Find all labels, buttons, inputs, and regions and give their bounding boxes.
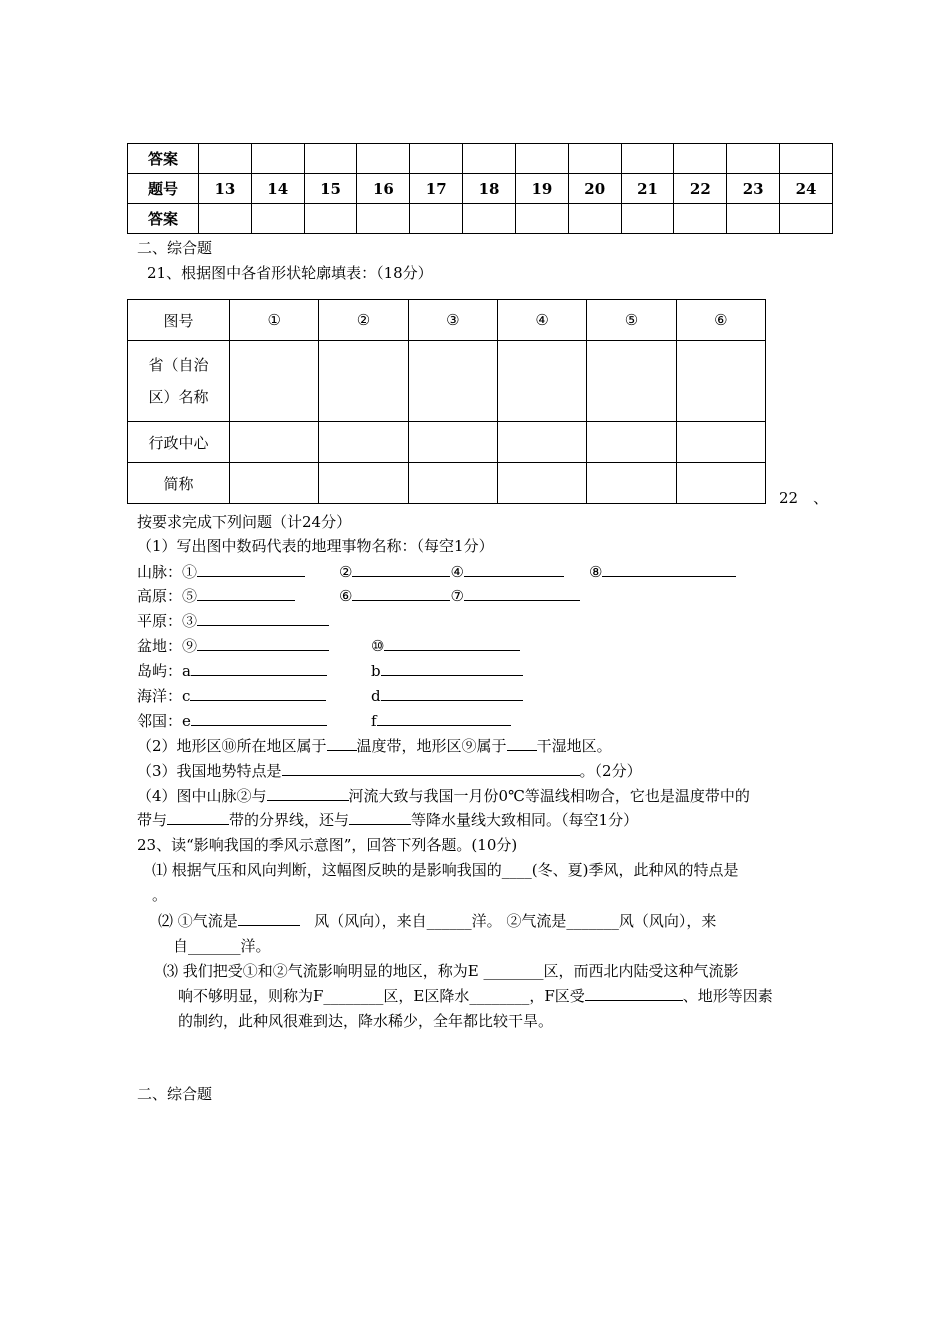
question-number-cell: 18 <box>463 174 516 204</box>
row-label-line: 省（自治 <box>148 356 209 374</box>
text: 等降水量线大致相同。（每空1分） <box>411 811 639 829</box>
answer-cell[interactable] <box>568 204 621 234</box>
answer-cell[interactable] <box>251 204 304 234</box>
answer-cell[interactable] <box>304 204 357 234</box>
basins-row <box>137 635 329 656</box>
blank[interactable] <box>384 635 520 651</box>
label: b <box>371 662 381 680</box>
province-table <box>127 299 766 504</box>
q22-part2 <box>137 735 612 756</box>
islands-row-2 <box>371 660 523 680</box>
answer-cell[interactable] <box>497 463 586 504</box>
islands-row <box>137 660 327 681</box>
answer-cell[interactable] <box>357 144 410 174</box>
q22-number: 22 、 <box>779 489 829 507</box>
table-row <box>128 144 833 174</box>
blank[interactable] <box>282 760 580 776</box>
row-label: 题号 <box>128 174 199 204</box>
answer-cell[interactable] <box>674 144 727 174</box>
answer-cell[interactable] <box>497 341 586 422</box>
answer-cell[interactable] <box>319 422 408 463</box>
answer-cell[interactable] <box>199 204 252 234</box>
q22-part4 <box>137 785 750 806</box>
blank[interactable] <box>352 561 450 577</box>
answer-cell[interactable] <box>408 422 497 463</box>
label: 岛屿：a <box>137 662 191 680</box>
row-label: 答案 <box>128 204 199 234</box>
q23-s3-cont <box>178 985 773 1006</box>
question-number-cell: 15 <box>304 174 357 204</box>
section-title-2: 二、综合题 <box>137 1085 213 1103</box>
blank[interactable] <box>197 561 305 577</box>
label: 邻国：e <box>137 712 191 730</box>
text: 带的分界线，还与 <box>229 811 350 829</box>
question-number-cell: 13 <box>199 174 252 204</box>
answer-cell[interactable] <box>199 144 252 174</box>
table-row <box>128 174 833 204</box>
question-number-cell: 24 <box>780 174 833 204</box>
answer-cell[interactable] <box>251 144 304 174</box>
blank[interactable] <box>381 660 523 676</box>
question-number-cell: 14 <box>251 174 304 204</box>
header-cell: ① <box>230 300 319 341</box>
answer-cell[interactable] <box>780 204 833 234</box>
answer-cell[interactable] <box>674 204 727 234</box>
answer-cell[interactable] <box>676 341 765 422</box>
q23-s2-cont: 自_______洋。 <box>173 937 271 955</box>
q23-s3: ⑶ 我们把受①和②气流影响明显的地区，称为E ________区，而西北内陆受这种气流影 <box>163 962 739 980</box>
blank[interactable] <box>464 585 580 601</box>
neighbors-row-2 <box>371 710 511 730</box>
mountains-row <box>137 561 305 582</box>
q23-s1-end: 。 <box>152 886 168 904</box>
answer-cell[interactable] <box>587 341 676 422</box>
text: 干湿地区。 <box>536 737 612 755</box>
answer-cell[interactable] <box>357 204 410 234</box>
text: 、地形等因素 <box>682 987 773 1005</box>
label: ⑩ <box>371 637 385 655</box>
basins-row-2 <box>371 635 520 655</box>
blank[interactable] <box>464 561 564 577</box>
label: ⑦ <box>450 587 464 605</box>
question-number-cell: 17 <box>410 174 463 204</box>
question-number-cell: 16 <box>357 174 410 204</box>
q22-part1: （1）写出图中数码代表的地理事物名称：（每空1分） <box>137 537 494 555</box>
q22-part3 <box>137 760 642 781</box>
blank[interactable] <box>377 710 511 726</box>
answer-cell[interactable] <box>230 463 319 504</box>
answer-cell[interactable] <box>319 463 408 504</box>
answer-cell[interactable] <box>319 341 408 422</box>
blank[interactable] <box>381 685 523 701</box>
row-label: 答案 <box>128 144 199 174</box>
answer-cell[interactable] <box>515 144 568 174</box>
q22-title: 按要求完成下列问题（计24分） <box>137 513 352 531</box>
blank[interactable] <box>238 910 300 926</box>
label: ⑧ <box>589 563 603 581</box>
text: （2）地形区⑩所在地区属于 <box>137 737 327 755</box>
text: 温度带，地形区⑨属于 <box>356 737 507 755</box>
text: 带与 <box>137 811 168 829</box>
header-cell: ③ <box>408 300 497 341</box>
q22-part4-cont <box>137 809 638 830</box>
section-title: 二、综合题 <box>137 239 213 257</box>
q23-s3-end: 的制约，此种风很难到达，降水稀少，全年都比较干旱。 <box>178 1012 554 1030</box>
header-cell: 图号 <box>128 300 230 341</box>
blank[interactable] <box>191 660 327 676</box>
label: d <box>371 687 381 705</box>
label: 盆地：⑨ <box>137 637 198 655</box>
answer-cell[interactable] <box>408 341 497 422</box>
answer-cell[interactable] <box>676 422 765 463</box>
plateaus-row-2 <box>339 585 580 605</box>
plateaus-row <box>137 585 295 606</box>
label: 山脉：① <box>137 563 198 581</box>
answer-cell[interactable] <box>497 422 586 463</box>
answer-cell[interactable] <box>621 204 674 234</box>
answer-cell[interactable] <box>727 204 780 234</box>
blank[interactable] <box>602 561 736 577</box>
blank[interactable] <box>190 685 326 701</box>
blank[interactable] <box>327 735 357 751</box>
question-number-cell: 19 <box>515 174 568 204</box>
text: 风（风向），来自______洋。 ②气流是_______风（风向），来 <box>314 912 717 930</box>
header-cell: ② <box>319 300 408 341</box>
blank[interactable] <box>267 785 349 801</box>
text: 响不够明显，则称为F________区，E区降水________，F区受 <box>178 987 585 1005</box>
header-cell: ⑤ <box>587 300 676 341</box>
answer-cell[interactable] <box>230 422 319 463</box>
text: 。（2分） <box>579 762 642 780</box>
label: ② <box>339 563 353 581</box>
label: 高原：⑤ <box>137 587 198 605</box>
answer-cell[interactable] <box>230 341 319 422</box>
plains-row <box>137 610 329 631</box>
answer-table <box>127 143 833 234</box>
label: ④ <box>450 563 464 581</box>
q23-s2 <box>158 910 716 931</box>
mountains-row-3 <box>589 561 736 581</box>
text: 河流大致与我国一月份0℃等温线相吻合，它也是温度带中的 <box>348 787 750 805</box>
blank[interactable] <box>349 809 411 825</box>
label: 海洋：c <box>137 687 191 705</box>
answer-cell[interactable] <box>410 204 463 234</box>
text: （4）图中山脉②与 <box>137 787 267 805</box>
answer-cell[interactable] <box>463 204 516 234</box>
seas-row-2 <box>371 685 523 705</box>
answer-cell[interactable] <box>304 144 357 174</box>
question-number-cell: 23 <box>727 174 780 204</box>
blank[interactable] <box>197 635 329 651</box>
blank[interactable] <box>507 735 537 751</box>
answer-cell[interactable] <box>621 144 674 174</box>
row-label-line: 区）名称 <box>148 388 209 406</box>
header-cell: ⑥ <box>676 300 765 341</box>
q23-s1: ⑴ 根据气压和风向判断，这幅图反映的是影响我国的____(冬、夏)季风，此种风的特点是 <box>152 861 739 879</box>
answer-cell[interactable] <box>676 463 765 504</box>
blank[interactable] <box>197 585 295 601</box>
blank[interactable] <box>352 585 450 601</box>
answer-cell[interactable] <box>780 144 833 174</box>
row-label-abbr: 简称 <box>128 463 230 504</box>
answer-cell[interactable] <box>463 144 516 174</box>
label: 平原：③ <box>137 612 198 630</box>
header-cell: ④ <box>497 300 586 341</box>
q21-title: 21、根据图中各省形状轮廓填表：（18分） <box>147 264 433 282</box>
text: ⑵ ①气流是 <box>158 912 238 930</box>
blank[interactable] <box>167 809 229 825</box>
blank[interactable] <box>197 610 329 626</box>
label: f <box>371 712 377 730</box>
question-number-cell: 20 <box>568 174 621 204</box>
neighbors-row <box>137 710 327 731</box>
label: ⑥ <box>339 587 353 605</box>
table-row <box>128 204 833 234</box>
text: （3）我国地势特点是 <box>137 762 282 780</box>
row-label-center: 行政中心 <box>128 422 230 463</box>
answer-cell[interactable] <box>410 144 463 174</box>
row-label-province <box>128 341 230 422</box>
answer-cell[interactable] <box>587 463 676 504</box>
answer-cell[interactable] <box>515 204 568 234</box>
blank[interactable] <box>585 985 683 1001</box>
answer-cell[interactable] <box>587 422 676 463</box>
blank[interactable] <box>191 710 327 726</box>
answer-cell[interactable] <box>408 463 497 504</box>
answer-cell[interactable] <box>568 144 621 174</box>
mountains-row-2 <box>339 561 564 581</box>
answer-cell[interactable] <box>727 144 780 174</box>
question-number-cell: 22 <box>674 174 727 204</box>
q23-title: 23、读“影响我国的季风示意图”，回答下列各题。(10分) <box>137 836 518 854</box>
seas-row <box>137 685 326 706</box>
question-number-cell: 21 <box>621 174 674 204</box>
